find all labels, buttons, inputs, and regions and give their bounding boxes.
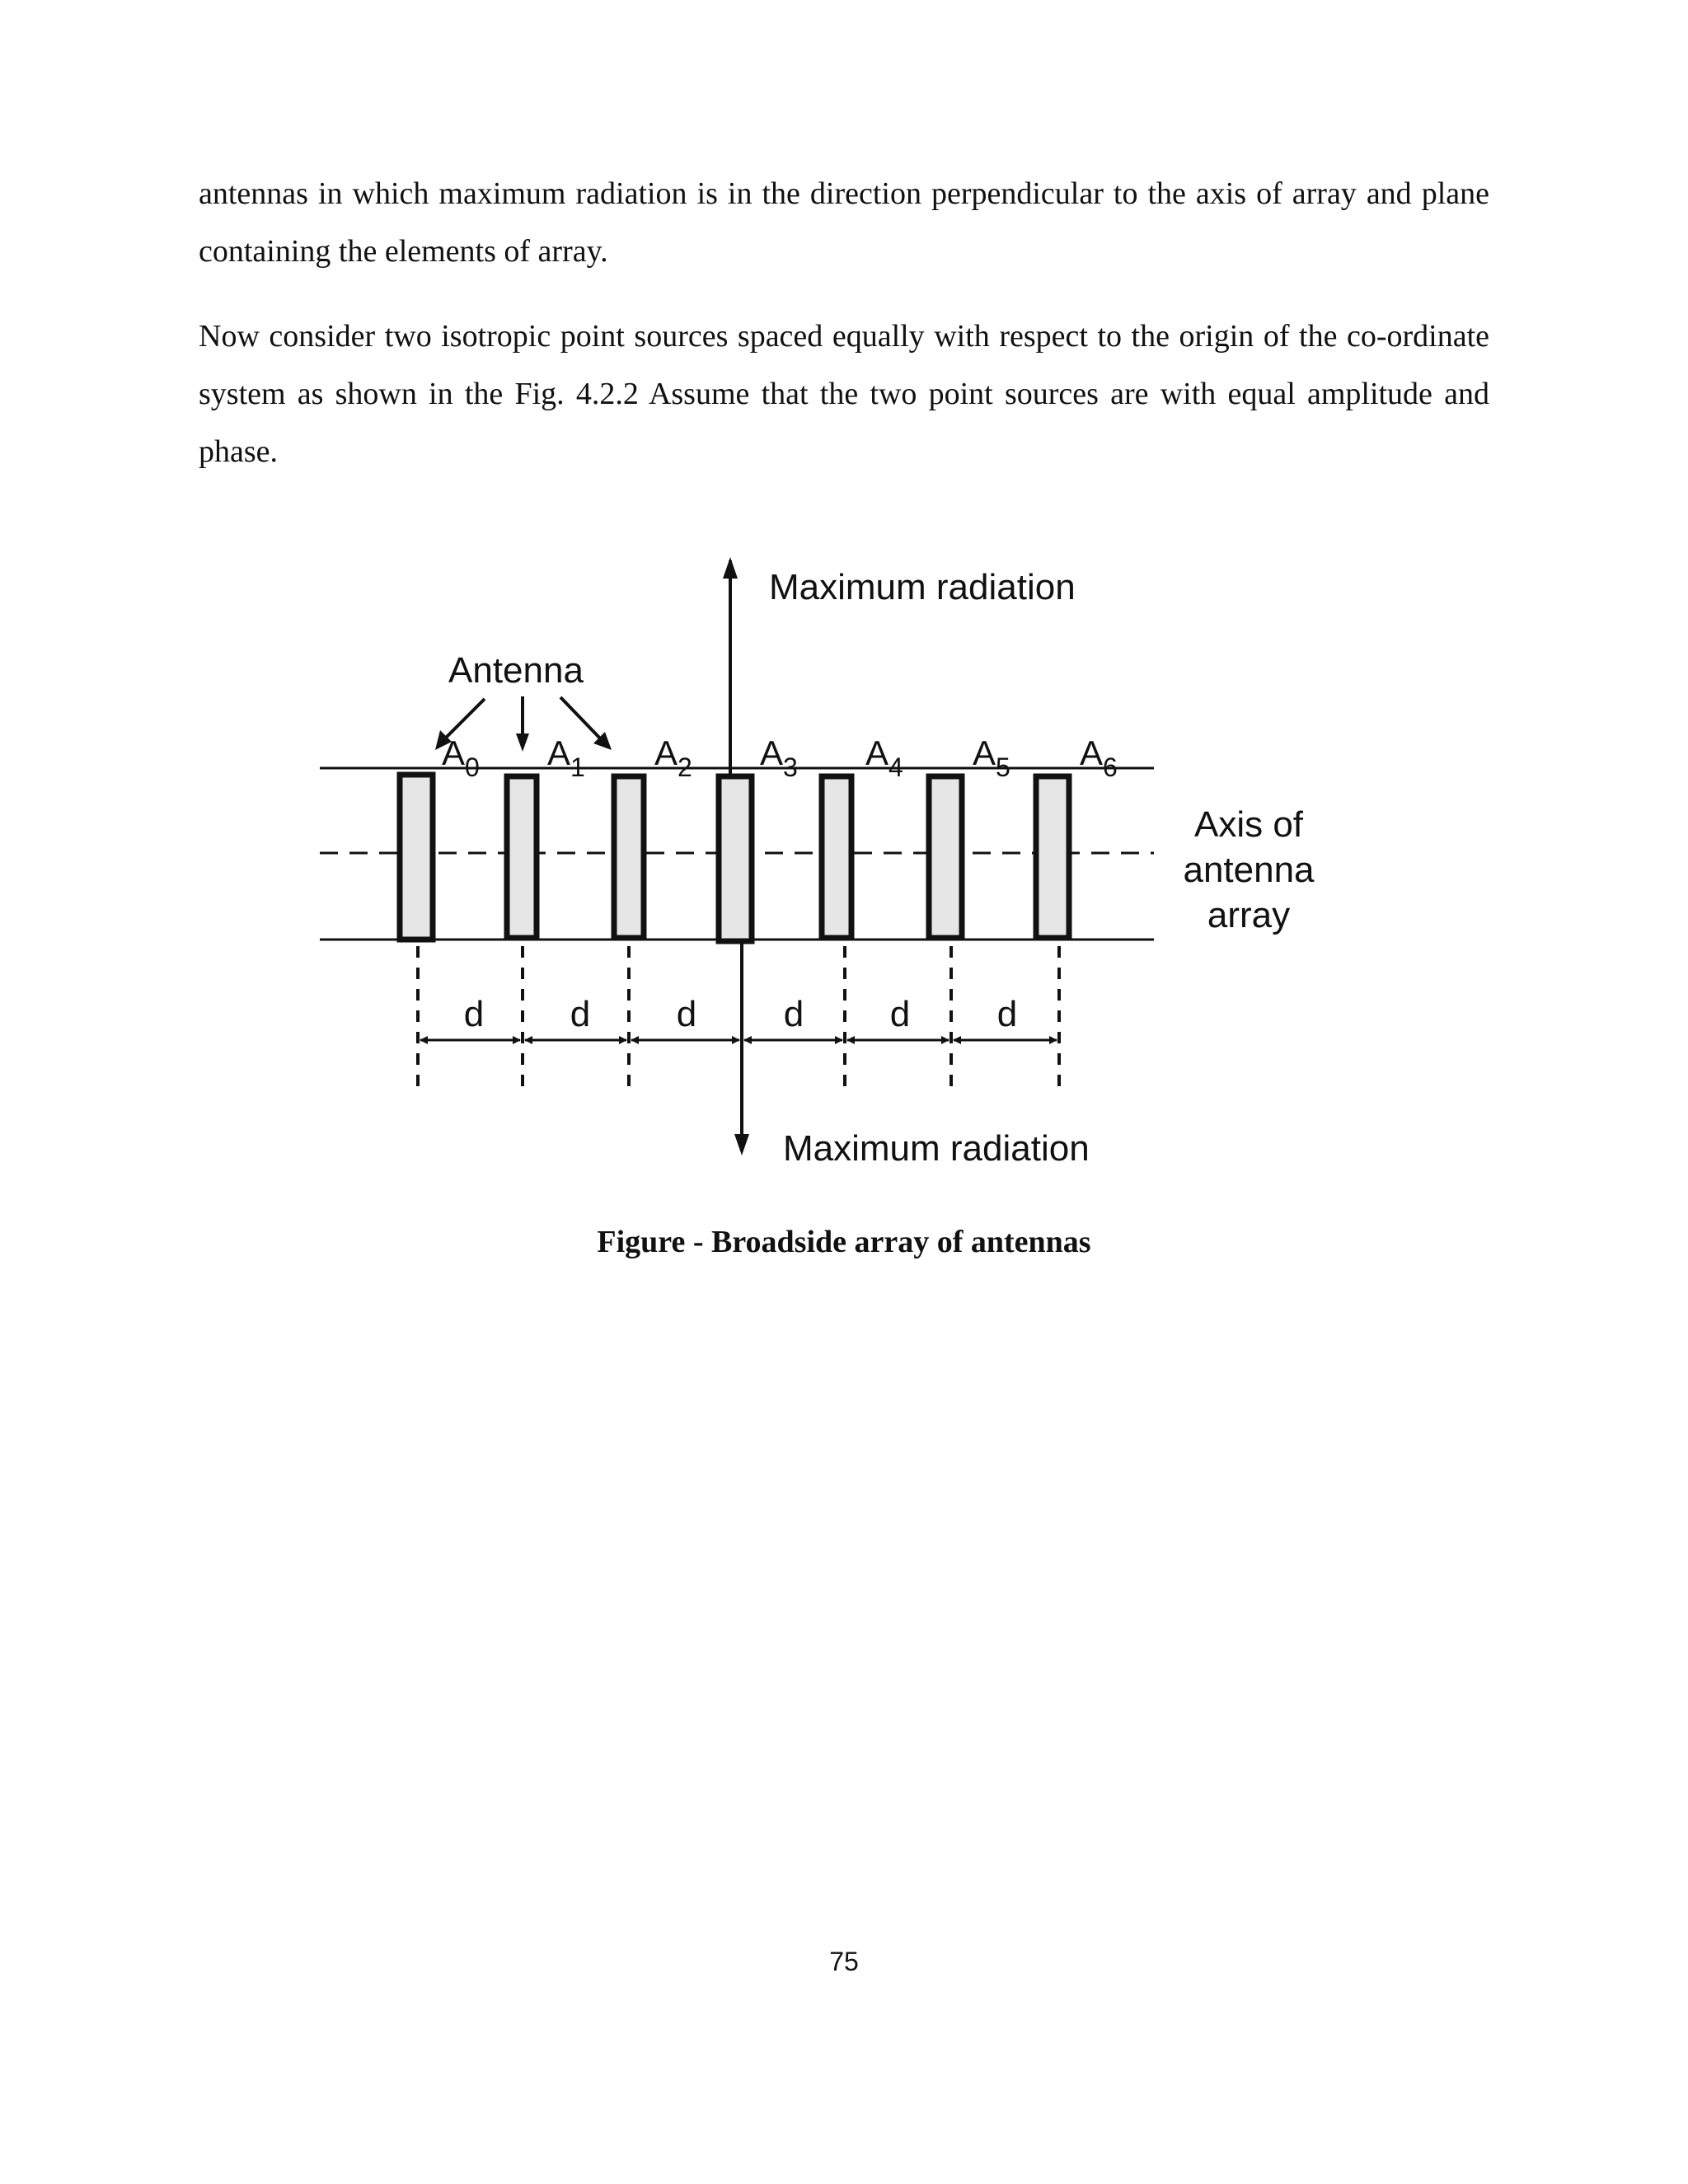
antenna-element-a3 xyxy=(719,776,752,941)
axis-label-line-1: Axis of xyxy=(1193,804,1304,845)
element-label-a3: $A_3$ xyxy=(760,733,798,782)
element-label-a1: $A_1$ xyxy=(547,733,585,782)
spacing-label-1: d xyxy=(463,994,485,1034)
antenna-element-a2 xyxy=(614,776,644,938)
element-label-a0: $A_0$ xyxy=(442,733,480,782)
spacing-label-6: d xyxy=(996,994,1018,1034)
page-number: 75 xyxy=(829,1947,859,1976)
axis-label-line-3: array xyxy=(1207,895,1291,935)
antenna-element-a6 xyxy=(1036,776,1069,938)
top-max-radiation-label: Maximum radiation xyxy=(769,567,1076,607)
up-arrowhead-icon xyxy=(723,557,738,579)
figure-caption: Figure - Broadside array of antennas xyxy=(597,1225,1091,1259)
antenna-arrowhead-middle-icon xyxy=(516,733,529,752)
element-label-a2: $A_2$ xyxy=(654,733,692,782)
body-paragraph-2: Now consider two isotropic point sources spaced equally with respect to the origin of the co-ordinate system as shown in the Fig. 4.2.2 Assume that the two point sources are with equal amplitude and phase. xyxy=(199,319,1489,469)
antenna-element-a1 xyxy=(507,776,537,938)
antenna-label: Antenna xyxy=(448,650,584,691)
spacing-label-4: d xyxy=(783,994,804,1034)
broadside-array-figure xyxy=(305,511,1343,1170)
spacing-label-2: d xyxy=(570,994,591,1034)
element-label-a6: $A_6$ xyxy=(1080,733,1118,782)
antenna-element-a4 xyxy=(822,776,851,938)
bottom-max-radiation-label: Maximum radiation xyxy=(783,1128,1090,1169)
spacing-label-3: d xyxy=(676,994,697,1034)
element-label-a4: $A_4$ xyxy=(865,733,903,782)
body-paragraph-1: antennas in which maximum radiation is in the direction perpendicular to the axis of array and plane containing the elements of array. xyxy=(199,176,1489,269)
spacing-label-5: d xyxy=(889,994,911,1034)
antenna-element-a0 xyxy=(400,775,433,940)
spacing-guides xyxy=(418,946,1059,1092)
element-label-a5: $A_5$ xyxy=(973,733,1010,782)
axis-label-line-2: antenna xyxy=(1183,850,1315,890)
down-arrowhead-icon xyxy=(734,1134,749,1155)
antenna-element-a5 xyxy=(929,776,962,938)
